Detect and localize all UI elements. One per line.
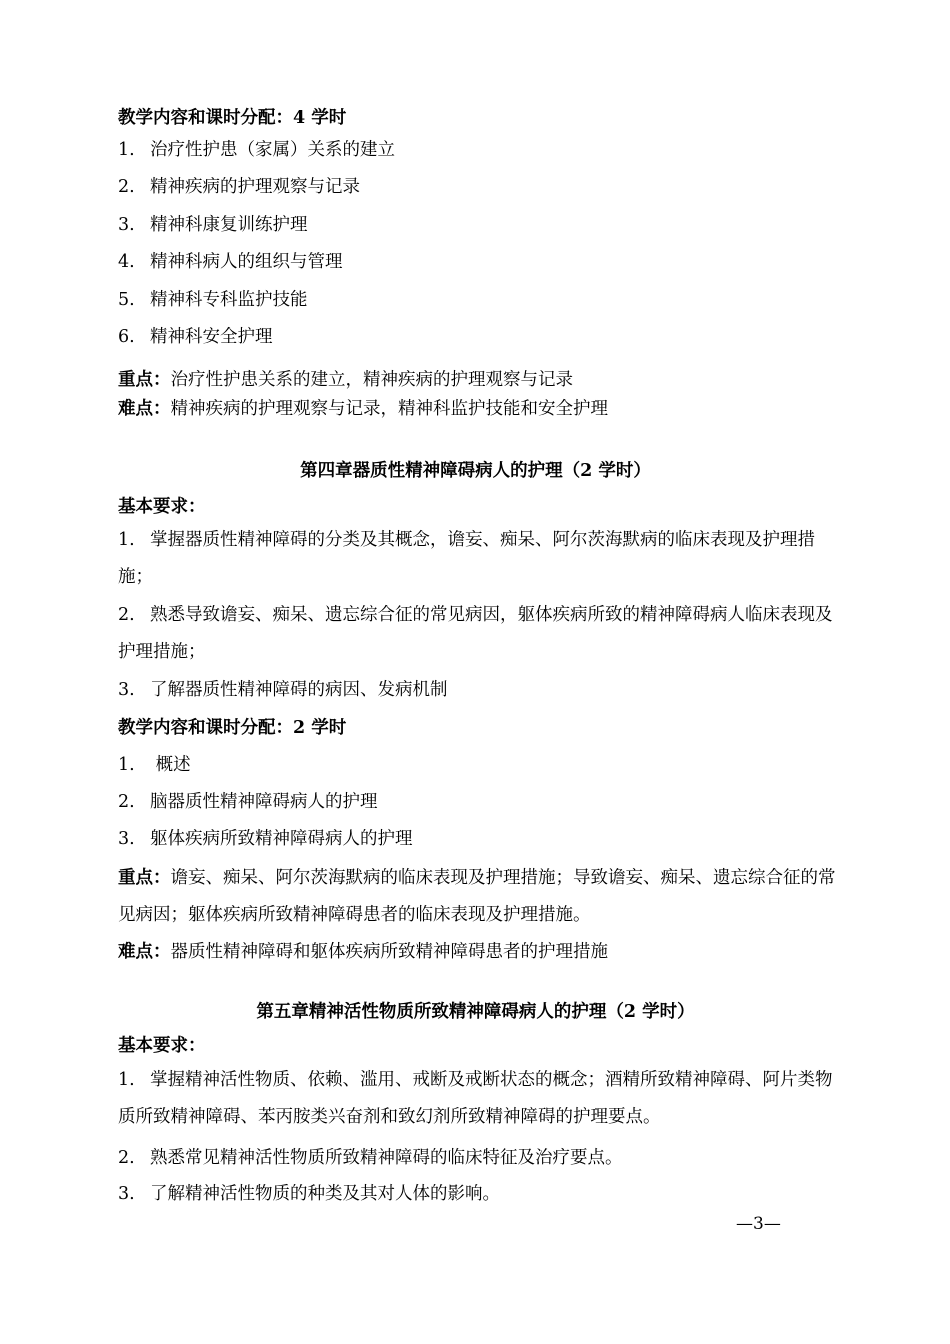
list-item: 3. 躯体疾病所致精神障碍病人的护理 xyxy=(118,829,413,849)
list-item: 2. 精神疾病的护理观察与记录 xyxy=(118,177,360,197)
requirement-item: 2. 熟悉常见精神活性物质所致精神障碍的临床特征及治疗要点。 xyxy=(118,1148,623,1168)
difficult-points: 难点：器质性精神障碍和躯体疾病所致精神障碍患者的护理措施 xyxy=(118,942,608,962)
page-number: —3— xyxy=(736,1214,781,1234)
basic-requirements-heading: 基本要求： xyxy=(118,1036,206,1056)
chapter-4-title: 第四章器质性精神障碍病人的护理（2 学时） xyxy=(300,461,651,481)
key-points: 重点：谵妄、痴呆、阿尔茨海默病的临床表现及护理措施；导致谵妄、痴呆、遗忘综合征的常见病因；躯体疾病所致精神障碍患者的临床表现及护理措施。 xyxy=(118,868,836,925)
requirement-item: 1. 掌握器质性精神障碍的分类及其概念，谵妄、痴呆、阿尔茨海默病的临床表现及护理措施； xyxy=(118,530,815,587)
list-item: 5. 精神科专科监护技能 xyxy=(118,290,308,310)
difficult-points: 难点：精神疾病的护理观察与记录，精神科监护技能和安全护理 xyxy=(118,399,608,419)
requirement-item: 2. 熟悉导致谵妄、痴呆、遗忘综合征的常见病因，躯体疾病所致的精神障碍病人临床表现及护理措施； xyxy=(118,605,833,662)
list-item: 1. 治疗性护患（家属）关系的建立 xyxy=(118,140,395,160)
requirement-item: 3. 了解精神活性物质的种类及其对人体的影响。 xyxy=(118,1184,500,1204)
requirement-item: 3. 了解器质性精神障碍的病因、发病机制 xyxy=(118,680,448,700)
list-item: 6. 精神科安全护理 xyxy=(118,327,273,347)
requirement-item: 1. 掌握精神活性物质、依赖、滥用、戒断及戒断状态的概念；酒精所致精神障碍、阿片类物质所致精神障碍、苯丙胺类兴奋剂和致幻剂所致精神障碍的护理要点。 xyxy=(118,1070,833,1127)
list-item: 1. 概述 xyxy=(118,755,191,775)
list-item: 2. 脑器质性精神障碍病人的护理 xyxy=(118,792,378,812)
basic-requirements-heading: 基本要求： xyxy=(118,497,206,517)
teaching-content-heading: 教学内容和课时分配：4 学时 xyxy=(118,108,347,128)
key-points: 重点：治疗性护患关系的建立，精神疾病的护理观察与记录 xyxy=(118,370,573,390)
chapter-5-title: 第五章精神活性物质所致精神障碍病人的护理（2 学时） xyxy=(256,1002,695,1022)
teaching-content-heading: 教学内容和课时分配：2 学时 xyxy=(118,718,347,738)
list-item: 3. 精神科康复训练护理 xyxy=(118,215,308,235)
list-item: 4. 精神科病人的组织与管理 xyxy=(118,252,343,272)
